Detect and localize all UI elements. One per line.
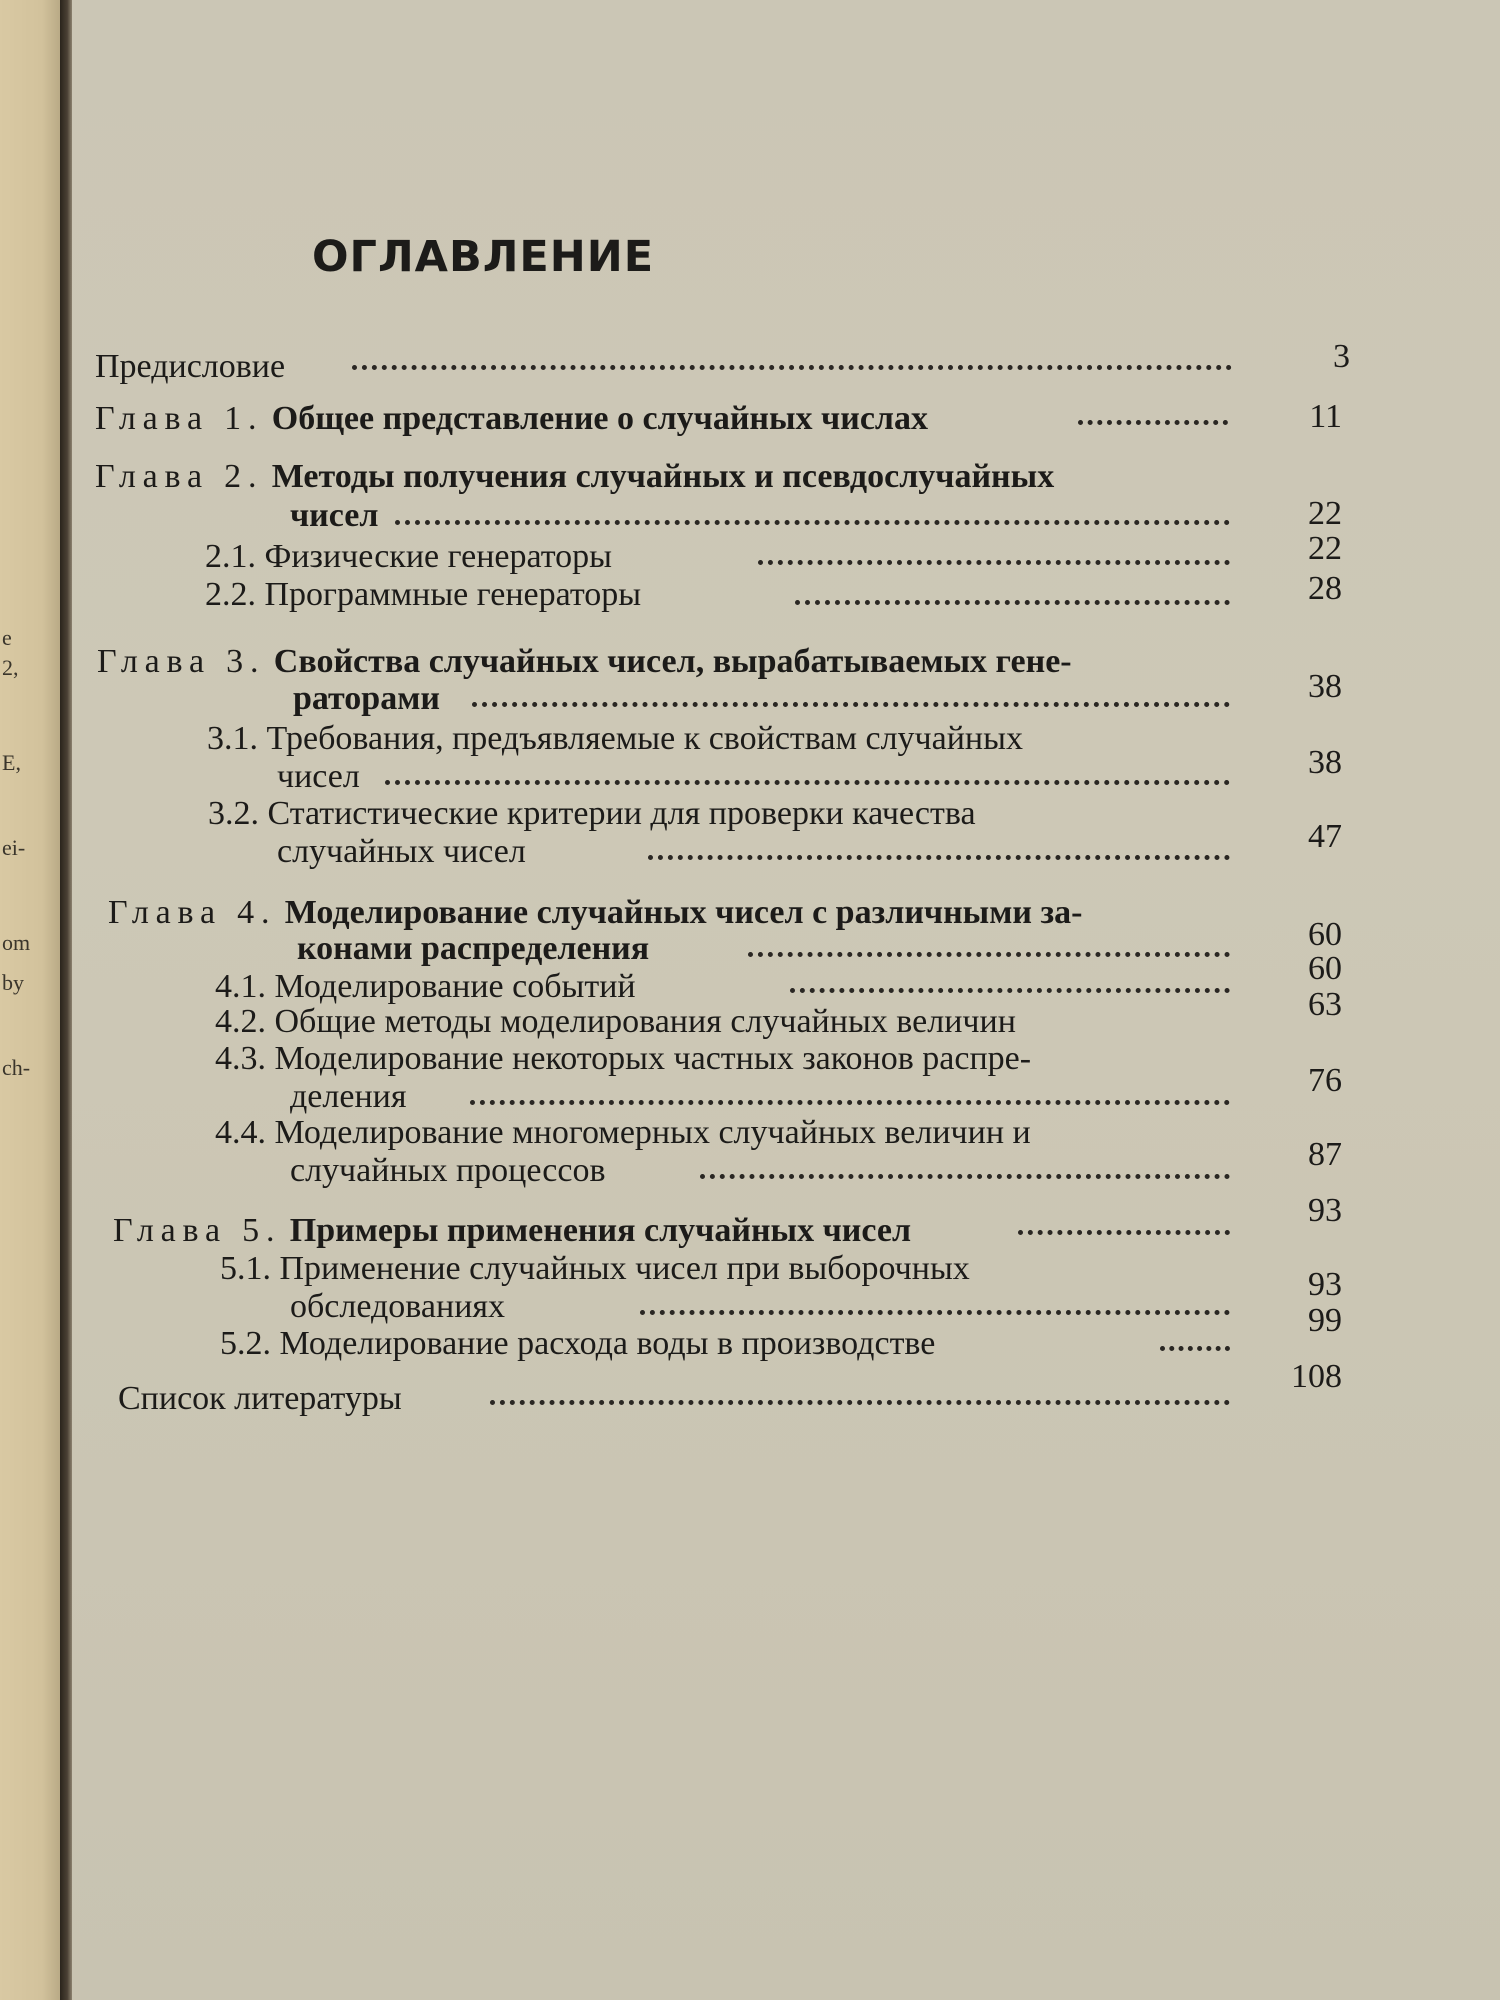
leader-dots [700,1164,1230,1179]
page-number: 38 [1308,668,1342,705]
toc-entry-section-3-2-cont: случайных чисел [277,833,526,870]
toc-entry-section-4-3: 4.3. Моделирование некоторых частных законов распре- [215,1040,1032,1077]
book-gutter [60,0,72,2000]
toc-entry-section-3-2: 3.2. Статистические критерии для проверки качества [208,795,976,832]
page-number: 93 [1308,1266,1342,1303]
leader-dots [472,692,1230,707]
toc-entry-section-3-1: 3.1. Требования, предъявляемые к свойствам случайных [207,720,1023,757]
page-number: 11 [1309,398,1342,435]
toc-entry-section-4-2: 4.2. Общие методы моделирования случайных величин [215,1003,1016,1040]
leader-dots [640,1300,1230,1315]
leader-dots [758,550,1230,565]
toc-entry-section-4-4-cont: случайных процессов [290,1152,606,1189]
leader-dots [470,1090,1230,1105]
leader-dots [490,1390,1230,1405]
margin-fragment: 2, [2,655,19,680]
leader-dots [1078,410,1228,425]
leader-dots [748,942,1230,957]
leader-dots [795,590,1230,605]
toc-entry-chapter-4: Глава 4. Моделирование случайных чисел с различными за- [108,894,1083,931]
leader-dots [1018,1220,1230,1235]
toc-entry-chapter-4-cont: конами распределения [297,930,650,967]
margin-fragment: ei- [2,835,26,860]
page-number: 99 [1308,1302,1342,1339]
toc-entry-chapter-5: Глава 5. Примеры применения случайных чисел [113,1212,912,1249]
page-number: 76 [1308,1062,1342,1099]
leader-dots [648,845,1230,860]
margin-fragment: e [2,625,12,650]
margin-fragment: ch- [2,1055,31,1080]
toc-entry-section-2-1: 2.1. Физические генераторы [205,538,612,575]
page-number: 60 [1308,916,1342,953]
page-number: 63 [1308,986,1342,1023]
page-number: 108 [1291,1358,1342,1395]
toc-entry-preface: Предисловие [95,348,286,385]
toc-entry-section-5-1: 5.1. Применение случайных чисел при выборочных [220,1250,970,1287]
toc-entry-section-3-1-cont: чисел [277,758,360,795]
toc-entry-bibliography: Список литературы [118,1380,402,1417]
leader-dots [385,770,1230,785]
page-number: 22 [1308,530,1342,567]
page-number: 93 [1308,1192,1342,1229]
toc-entry-section-2-2: 2.2. Программные генераторы [205,576,642,613]
page-number: 3 [1333,338,1350,375]
margin-fragment: om [2,930,31,955]
page-number: 38 [1308,744,1342,781]
leader-dots [395,510,1230,525]
leader-dots [352,355,1232,370]
margin-fragment: E, [2,750,21,775]
page-number: 28 [1308,570,1342,607]
toc-entry-chapter-3-cont: раторами [293,680,440,717]
page-number: 60 [1308,950,1342,987]
toc-entry-section-5-2: 5.2. Моделирование расхода воды в производстве [220,1325,936,1362]
toc-entry-section-4-4: 4.4. Моделирование многомерных случайных величин и [215,1114,1031,1151]
toc-entry-chapter-3: Глава 3. Свойства случайных чисел, вырабатываемых гене- [97,643,1072,680]
left-page-edge [0,0,60,2000]
toc-entry-section-4-3-cont: деления [290,1078,407,1115]
page-number: 87 [1308,1136,1342,1173]
toc-entry-chapter-2-cont: чисел [290,497,379,534]
page-title: ОГЛАВЛЕНИЕ [312,232,655,282]
margin-fragment: by [2,970,24,995]
leader-dots [1160,1336,1230,1351]
page-number: 22 [1308,495,1342,532]
toc-entry-chapter-2: Глава 2. Методы получения случайных и псевдослучайных [95,458,1055,495]
toc-entry-section-4-1: 4.1. Моделирование событий [215,968,636,1005]
toc-entry-chapter-1: Глава 1. Общее представление о случайных числах [95,400,928,437]
leader-dots [790,978,1230,993]
toc-entry-section-5-1-cont: обследованиях [290,1288,506,1325]
page-number: 47 [1308,818,1342,855]
